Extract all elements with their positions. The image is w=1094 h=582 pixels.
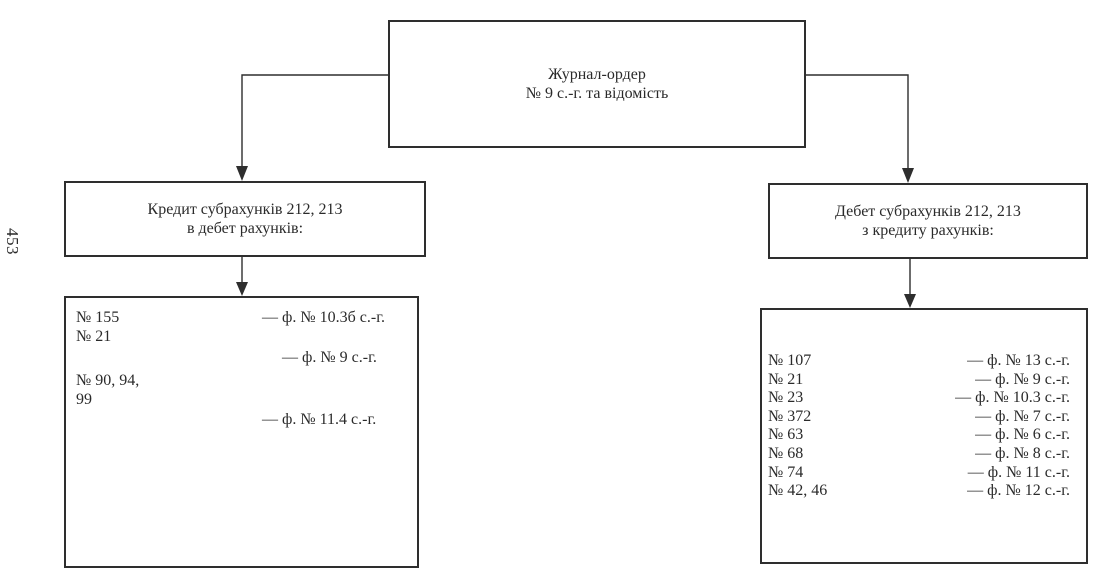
debit-account-number: № 74 xyxy=(768,463,804,481)
arrow-journal-to-credit xyxy=(242,75,388,168)
credit-account-3-cont: 99 xyxy=(76,391,92,408)
debit-account-form: — ф. № 8 с.-г. xyxy=(975,445,1070,462)
debit-account-row xyxy=(762,444,1084,463)
debit-account-form: — ф. № 12 с.-г. xyxy=(967,482,1070,500)
debit-account-form: — ф. № 13 с.-г. xyxy=(967,352,1070,369)
journal-order-box xyxy=(388,20,806,148)
credit-form-3: — ф. № 11.4 с.-г. xyxy=(262,411,377,428)
debit-account-row xyxy=(762,425,1084,444)
debit-account-number: № 42, 46 xyxy=(768,482,828,500)
debit-account-form: — ф. № 11 с.-г. xyxy=(967,463,1070,481)
credit-accounts-list-box xyxy=(64,296,419,568)
debit-accounts-list-box xyxy=(760,308,1088,564)
credit-subtitle: в дебет рахунків: xyxy=(186,220,304,237)
arrowhead-debit xyxy=(902,168,914,183)
debit-account-form: — ф. № 9 с.-г. xyxy=(975,370,1070,388)
debit-account-number: № 68 xyxy=(768,445,804,462)
debit-account-row xyxy=(762,407,1084,426)
debit-subaccounts-box xyxy=(768,183,1088,259)
credit-title: Кредит субрахунків 212, 213 xyxy=(147,201,343,218)
credit-account-1: № 155 xyxy=(76,309,120,326)
credit-subaccounts-box xyxy=(64,181,426,257)
debit-account-form: — ф. № 7 с.-г. xyxy=(975,407,1070,425)
debit-title: Дебет субрахунків 212, 213 xyxy=(835,203,1021,220)
credit-form-2: — ф. № 9 с.-г. xyxy=(282,349,377,366)
arrowhead-debit-list xyxy=(904,294,916,308)
credit-account-3: № 90, 94, xyxy=(76,372,140,389)
credit-form-1: — ф. № 10.3б с.-г. xyxy=(262,309,385,326)
page-number: 453 xyxy=(3,228,22,255)
debit-account-number: № 23 xyxy=(768,389,804,407)
debit-account-row xyxy=(762,370,1084,389)
debit-account-form: — ф. № 6 с.-г. xyxy=(975,426,1070,444)
debit-account-row xyxy=(762,388,1084,407)
journal-subtitle: № 9 с.-г. та відомість xyxy=(525,85,669,102)
arrow-journal-to-debit xyxy=(806,75,908,170)
debit-account-row xyxy=(762,463,1084,482)
debit-account-number: № 63 xyxy=(768,426,804,444)
journal-title: Журнал-ордер xyxy=(548,66,646,83)
debit-account-number: № 21 xyxy=(768,370,804,388)
debit-account-row xyxy=(762,481,1084,500)
arrowhead-credit-list xyxy=(236,282,248,296)
arrowhead-credit xyxy=(236,166,248,181)
credit-account-2: № 21 xyxy=(76,328,112,345)
debit-account-form: — ф. № 10.3 с.-г. xyxy=(955,389,1070,407)
debit-subtitle: з кредиту рахунків: xyxy=(862,222,994,239)
debit-account-row xyxy=(762,351,1084,370)
debit-account-number: № 372 xyxy=(768,407,812,425)
debit-account-number: № 107 xyxy=(768,352,812,369)
